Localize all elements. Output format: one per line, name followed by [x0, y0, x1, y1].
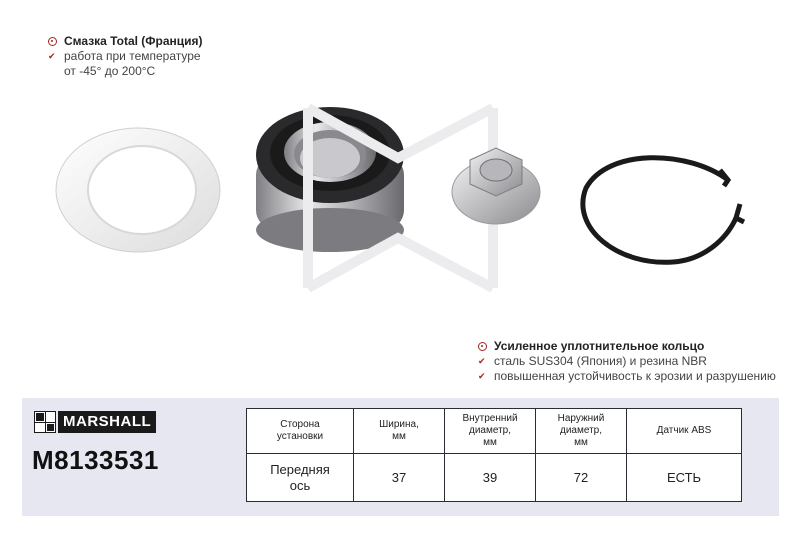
- spec-footer: [22, 398, 779, 516]
- callout-heading: Усиленное уплотнительное кольцо: [494, 339, 705, 353]
- spec-value-cell: 37: [354, 454, 445, 502]
- hub-nut-image: [448, 138, 544, 228]
- callout-item: сталь SUS304 (Япония) и резина NBR: [494, 354, 707, 368]
- circlip-image: [578, 148, 748, 273]
- callout-item-continued: от -45° до 200°C: [64, 64, 156, 78]
- spec-value-row: [247, 454, 742, 502]
- target-bullet-icon: [478, 342, 487, 351]
- checkmark-icon: ✔: [478, 356, 486, 366]
- spec-header-cell: Ширина, мм: [354, 409, 445, 454]
- spec-header-row: [247, 409, 742, 454]
- callout-item: повышенная устойчивость к эрозии и разрушению: [494, 369, 776, 383]
- spec-header-cell: Наружний диаметр, мм: [536, 409, 627, 454]
- callout-item: работа при температуре: [64, 49, 201, 63]
- checkmark-icon: ✔: [478, 371, 486, 381]
- brand-name: MARSHALL: [58, 411, 156, 433]
- plastic-ring-image: [50, 118, 225, 258]
- checkmark-icon: ✔: [48, 51, 56, 61]
- spec-value-cell: ЕСТЬ: [627, 454, 742, 502]
- spec-value-cell: 72: [536, 454, 627, 502]
- spec-table: [246, 408, 742, 502]
- marshall-logo-icon: [34, 411, 56, 433]
- feature-callout-lubricant: [48, 34, 203, 79]
- feature-callout-seal: [478, 339, 776, 384]
- spec-header-cell: Датчик ABS: [627, 409, 742, 454]
- target-bullet-icon: [48, 37, 57, 46]
- spec-value-cell: 39: [445, 454, 536, 502]
- brand-logo: [34, 411, 156, 433]
- spec-header-cell: Внутренний диаметр, мм: [445, 409, 536, 454]
- article-number: M8133531: [32, 445, 159, 475]
- spec-value-cell: Передняя ось: [247, 454, 354, 502]
- spec-header-cell: Сторона установки: [247, 409, 354, 454]
- callout-heading: Смазка Total (Франция): [64, 34, 203, 48]
